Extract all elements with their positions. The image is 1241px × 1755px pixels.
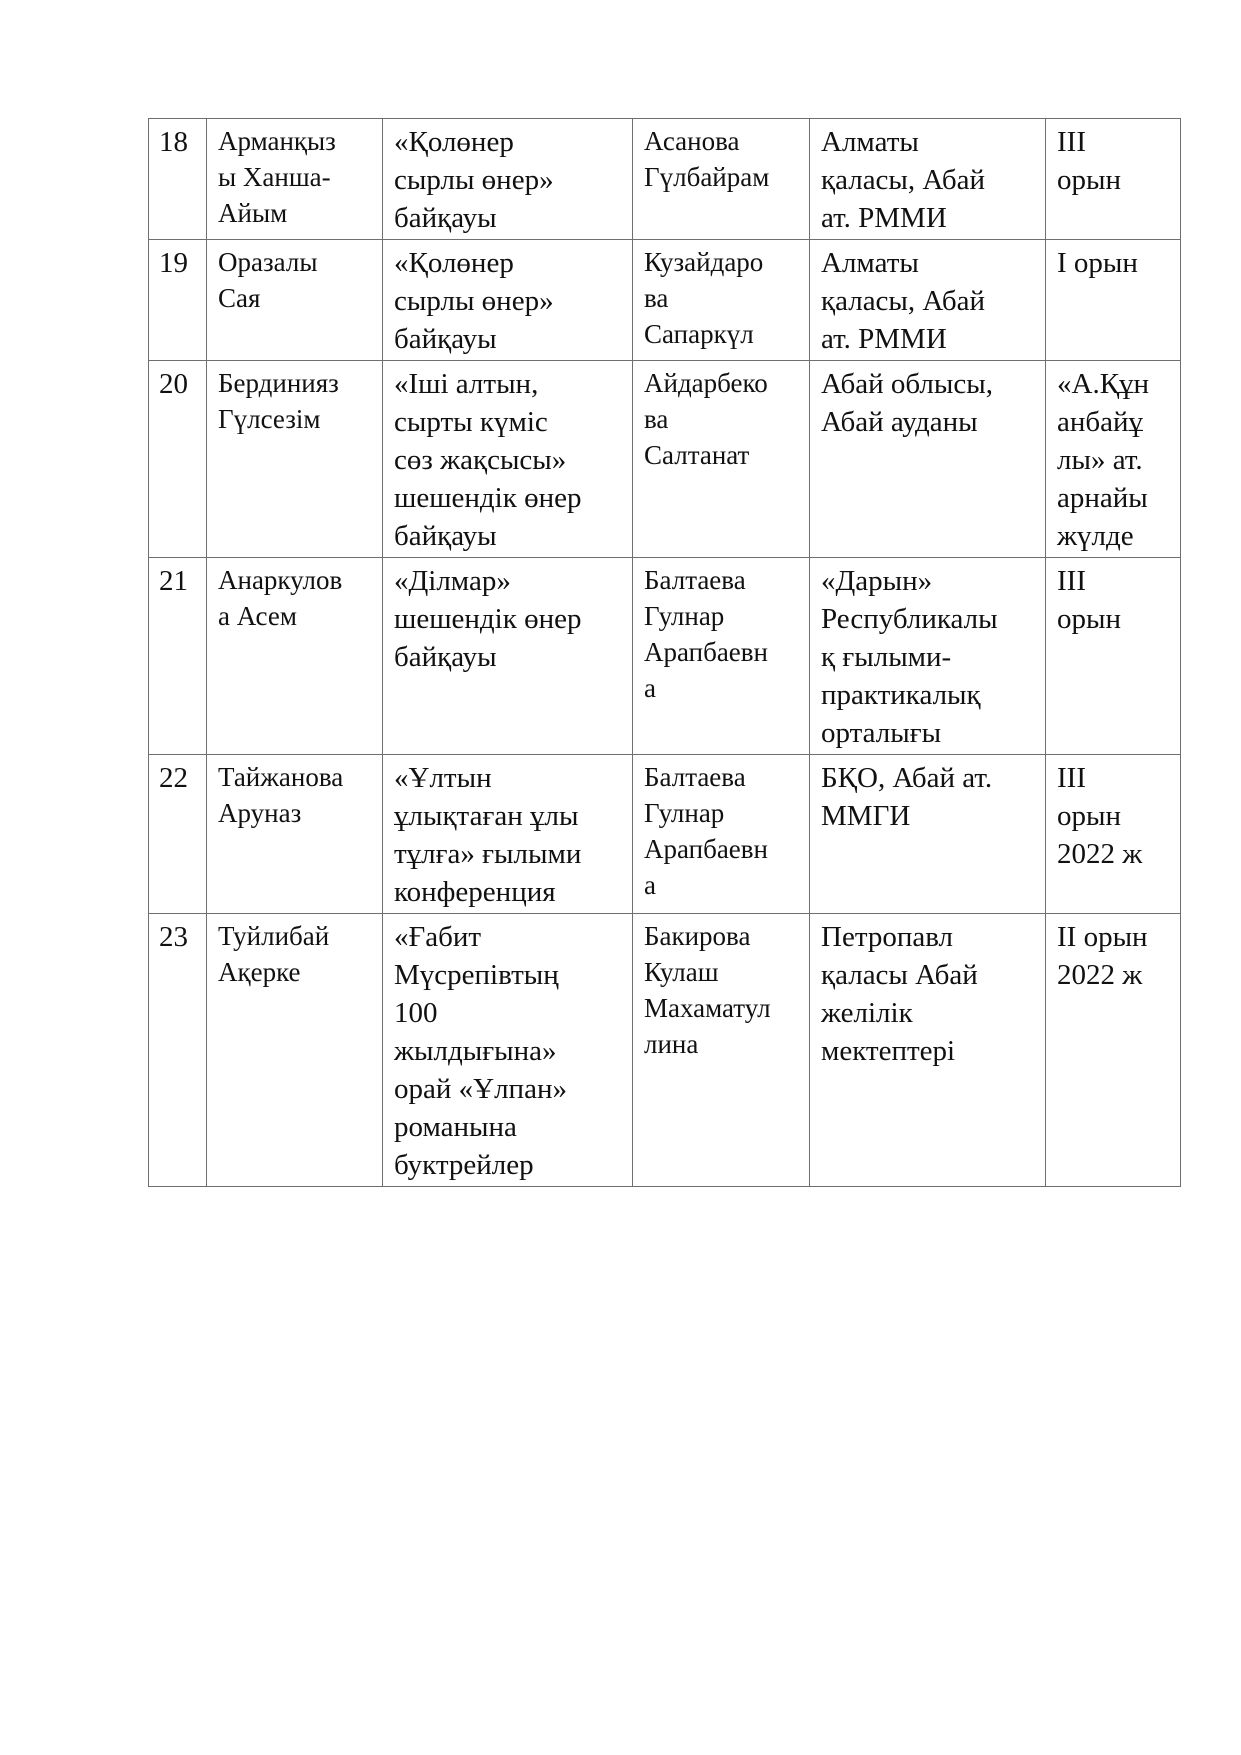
teacher-cell: Асанова Гүлбайрам: [633, 119, 810, 240]
teacher-cell: Балтаева Гулнар Арапбаевн а: [633, 558, 810, 755]
location-cell: БҚО, Абай ат. ММГИ: [810, 755, 1046, 914]
student-name-cell: Тайжанова Аруназ: [207, 755, 383, 914]
teacher-cell: Бакирова Кулаш Махаматул лина: [633, 914, 810, 1187]
event-cell: «Іші алтын, сырты күміс сөз жақсысы» шешендік өнер байқауы: [383, 361, 633, 558]
row-number-cell: 19: [149, 240, 207, 361]
student-name-cell: Туйлибай Ақерке: [207, 914, 383, 1187]
table-row: [149, 361, 1181, 558]
table-row: [149, 558, 1181, 755]
event-cell: «Ұлтын ұлықтаған ұлы тұлға» ғылыми конференция: [383, 755, 633, 914]
result-cell: III орын 2022 ж: [1046, 755, 1181, 914]
result-cell: III орын: [1046, 119, 1181, 240]
result-cell: III орын: [1046, 558, 1181, 755]
result-cell: І орын: [1046, 240, 1181, 361]
event-cell: «Қолөнер сырлы өнер» байқауы: [383, 240, 633, 361]
teacher-cell: Балтаева Гулнар Арапбаевн а: [633, 755, 810, 914]
location-cell: Алматы қаласы, Абай ат. РММИ: [810, 240, 1046, 361]
location-cell: Петропавл қаласы Абай желілік мектептері: [810, 914, 1046, 1187]
student-name-cell: Бердинияз Гүлсезім: [207, 361, 383, 558]
table-row: [149, 755, 1181, 914]
student-name-cell: Арманқыз ы Ханша- Айым: [207, 119, 383, 240]
row-number-cell: 20: [149, 361, 207, 558]
event-cell: «Қолөнер сырлы өнер» байқауы: [383, 119, 633, 240]
event-cell: «Ғабит Мүсрепівтың 100 жылдығына» орай «Ұлпан» романына буктрейлер: [383, 914, 633, 1187]
row-number-cell: 18: [149, 119, 207, 240]
row-number-cell: 21: [149, 558, 207, 755]
location-cell: Абай облысы, Абай ауданы: [810, 361, 1046, 558]
result-cell: ІІ орын 2022 ж: [1046, 914, 1181, 1187]
location-cell: «Дарын» Республикалы қ ғылыми- практикалық орталығы: [810, 558, 1046, 755]
student-name-cell: Анаркулов а Асем: [207, 558, 383, 755]
awards-table: [148, 118, 1181, 1187]
teacher-cell: Кузайдаро ва Сапаркүл: [633, 240, 810, 361]
teacher-cell: Айдарбеко ва Салтанат: [633, 361, 810, 558]
table-row: [149, 240, 1181, 361]
row-number-cell: 22: [149, 755, 207, 914]
row-number-cell: 23: [149, 914, 207, 1187]
student-name-cell: Оразалы Сая: [207, 240, 383, 361]
table-row: [149, 914, 1181, 1187]
table-row: [149, 119, 1181, 240]
event-cell: «Ділмар» шешендік өнер байқауы: [383, 558, 633, 755]
result-cell: «А.Құн анбайұ лы» ат. арнайы жүлде: [1046, 361, 1181, 558]
location-cell: Алматы қаласы, Абай ат. РММИ: [810, 119, 1046, 240]
